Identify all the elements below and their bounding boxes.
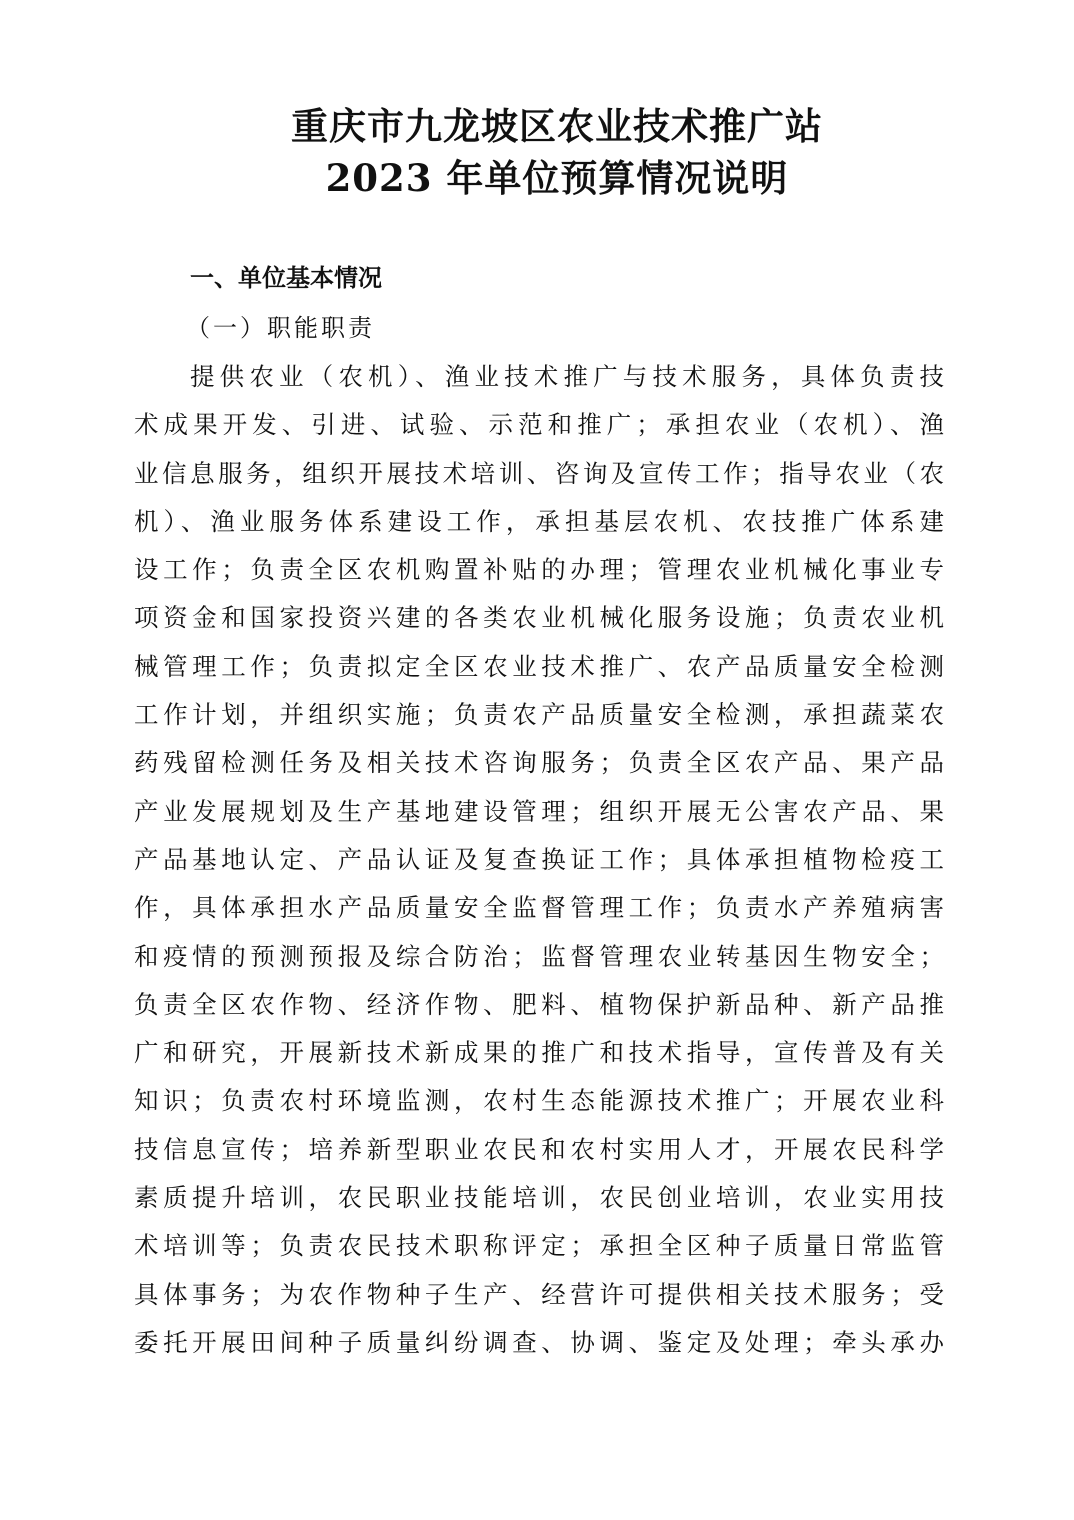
body-line: 术成果开发、引进、试验、示范和推广；承担农业（农机）、渔 bbox=[134, 410, 944, 440]
body-line: 广和研究，开展新技术新成果的推广和技术指导，宣传普及有关 bbox=[134, 1038, 944, 1068]
body-line: 负责全区农作物、经济作物、肥料、植物保护新品种、新产品推 bbox=[134, 989, 944, 1019]
body-line: 产品基地认定、产品认证及复查换证工作；具体承担植物检疫工 bbox=[134, 844, 944, 874]
body-line: 械管理工作；负责拟定全区农业技术推广、农产品质量安全检测 bbox=[134, 651, 944, 681]
document-title bbox=[0, 100, 1074, 204]
body-line: 项资金和国家投资兴建的各类农业机械化服务设施；负责农业机 bbox=[134, 603, 944, 633]
body-line: 术培训等；负责农民技术职称评定；承担全区种子质量日常监管 bbox=[134, 1231, 944, 1261]
body-line: 产业发展规划及生产基地建设管理；组织开展无公害农产品、果 bbox=[134, 796, 944, 826]
body-line: 药残留检测任务及相关技术咨询服务；负责全区农产品、果产品 bbox=[134, 748, 944, 778]
title-line-1: 重庆市九龙坡区农业技术推广站 bbox=[291, 104, 823, 148]
body-line: 设工作；负责全区农机购置补贴的办理；管理农业机械化事业专 bbox=[134, 555, 944, 585]
body-line: 具体事务；为农作物种子生产、经营许可提供相关技术服务；受 bbox=[134, 1279, 944, 1309]
body-line: 机）、渔业服务体系建设工作，承担基层农机、农技推广体系建 bbox=[134, 506, 944, 536]
body-line: 和疫情的预测预报及综合防治；监督管理农业转基因生物安全； bbox=[134, 941, 944, 971]
body-paragraph bbox=[134, 353, 944, 1367]
body-line: 业信息服务，组织开展技术培训、咨询及宣传工作；指导农业（农 bbox=[134, 458, 944, 488]
body-line: 作，具体承担水产品质量安全监督管理工作；负责水产养殖病害 bbox=[134, 893, 944, 923]
section-heading-basic-info: 一、单位基本情况 bbox=[190, 264, 382, 292]
body-line: 技信息宣传；培养新型职业农民和农村实用人才，开展农民科学 bbox=[134, 1134, 944, 1164]
body-line: 知识；负责农村环境监测，农村生态能源技术推广；开展农业科 bbox=[134, 1086, 944, 1116]
body-line: 委托开展田间种子质量纠纷调查、协调、鉴定及处理；牵头承办 bbox=[134, 1327, 944, 1357]
subsection-heading-functions: （一）职能职责 bbox=[186, 314, 375, 342]
body-line: 工作计划，并组织实施；负责农产品质量安全检测，承担蔬菜农 bbox=[134, 700, 944, 730]
body-line: 素质提升培训，农民职业技能培训，农民创业培训，农业实用技 bbox=[134, 1183, 944, 1213]
body-line: 提供农业（农机）、渔业技术推广与技术服务，具体负责技 bbox=[190, 362, 944, 391]
title-line-2: 2023 年单位预算情况说明 bbox=[325, 156, 789, 200]
